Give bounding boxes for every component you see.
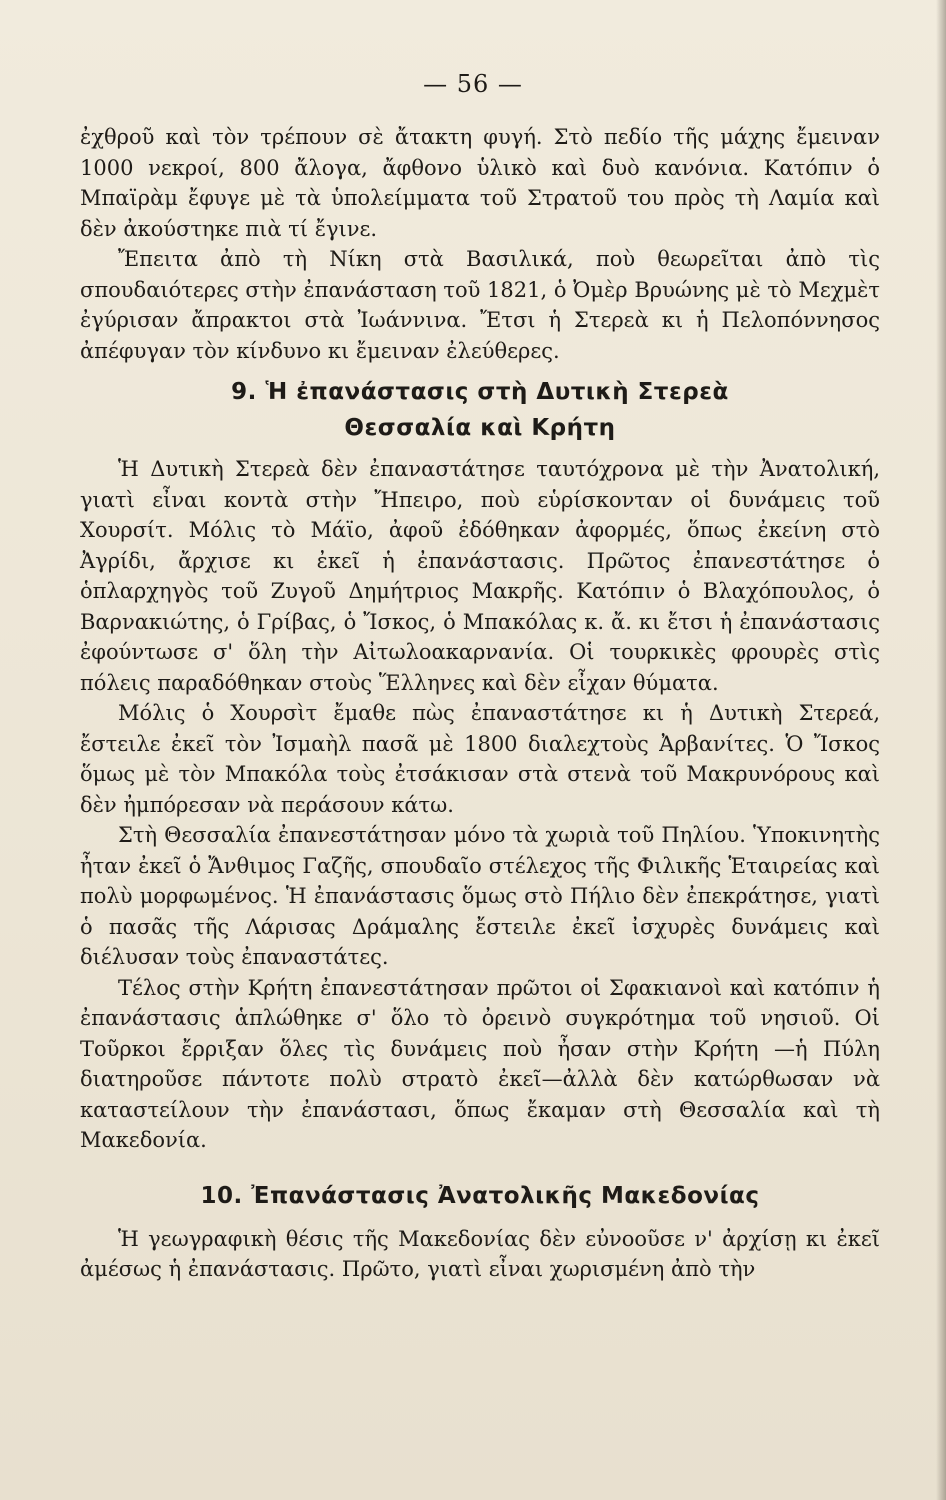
section-10-heading: 10. Ἐπανάστασις Ἀνατολικῆς Μακεδονίας bbox=[200, 1182, 760, 1209]
paragraph-crete: Τέλος στὴν Κρήτη ἐπανεστάτησαν πρῶτοι οἱ Σφακιανοὶ καὶ κατόπιν ἡ ἐπανάστασις ἁπλώθηκε σ' ὅλο τὸ ὀρεινὸ συγκρότημα τοῦ νησιοῦ. Οἱ Τοῦρκοι ἔρριξαν ὅλες τὶς δυνάμεις ποὺ ἦσαν στὴν Κρήτη —ἡ Πύλη διατηροῦσε πάντοτε πολὺ στρατὸ ἐκεῖ—ἀλλὰ δὲν κατώρθωσαν νὰ καταστείλουν τὴν ἐπανάστασι, ὅπως ἔκαμαν στὴ Θεσσαλία καὶ τὴ Μακεδονία. bbox=[80, 975, 880, 1152]
section-9-heading-line-1: 9. Ἡ ἐπανάστασις στὴ Δυτικὴ Στερεὰ bbox=[231, 379, 729, 405]
page-content bbox=[80, 122, 880, 1285]
page-edge-shadow bbox=[936, 0, 946, 1500]
paragraph-hursit: Μόλις ὁ Χουρσὶτ ἔμαθε πὼς ἐπαναστάτησε κι ἡ Δυτικὴ Στερεά, ἔστειλε ἐκεῖ τὸν Ἰσμαὴλ πασᾶ μὲ 1800 διαλεχτοὺς Ἀρβανίτες. Ὁ Ἴσκος ὅμως μὲ τὸν Μπακόλα τοὺς ἐτσάκισαν στὰ στενὰ τοῦ Μακρυνόρους καὶ δὲν ἠμπόρεσαν νὰ περάσουν κάτω. bbox=[80, 701, 880, 817]
paragraph-thessaly: Στὴ Θεσσαλία ἐπανεστάτησαν μόνο τὰ χωριὰ τοῦ Πηλίου. Ὑποκινητὴς ἦταν ἐκεῖ ὁ Ἄνθιμος Γαζῆς, σπουδαῖο στέλεχος τῆς Φιλικῆς Ἑταιρείας καὶ πολὺ μορφωμένος. Ἡ ἐπανάστασις ὅμως στὸ Πήλιο δὲν ἐπεκράτησε, γιατὶ ὁ πασᾶς τῆς Λάρισας Δράμαλης ἔστειλε ἐκεῖ ἰσχυρὲς δυνάμεις καὶ διέλυσαν τοὺς ἐπαναστάτες. bbox=[80, 823, 880, 969]
paragraph-macedonia: Ἡ γεωγραφικὴ θέσις τῆς Μακεδονίας δὲν εὐνοοῦσε ν' ἀρχίσῃ κι ἐκεῖ ἀμέσως ἡ ἐπανάστασις. Πρῶτο, γιατὶ εἶναι χωρισμένη ἀπὸ τὴν bbox=[80, 1226, 880, 1281]
page-number: — 56 — bbox=[423, 70, 523, 98]
section-9-heading-line-2: Θεσσαλία καὶ Κρήτη bbox=[344, 415, 616, 441]
paragraph-continuation: ἐχθροῦ καὶ τὸν τρέπουν σὲ ἄτακτη φυγή. Στὸ πεδίο τῆς μάχης ἔμειναν 1000 νεκροί, 800 ἄλογα, ἄφθονο ὑλικὸ καὶ δυὸ κανόνια. Κατόπιν ὁ Μπαϊρὰμ ἔφυγε μὲ τὰ ὑπολείμματα τοῦ Στρατοῦ του πρὸς τὴ Λαμία καὶ δὲν ἀκούστηκε πιὰ τί ἔγινε. bbox=[80, 125, 880, 241]
paragraph-western-sterea: Ἡ Δυτικὴ Στερεὰ δὲν ἐπαναστάτησε ταυτόχρονα μὲ τὴν Ἀνατολική, γιατὶ εἶναι κοντὰ στὴν Ἤπειρο, ποὺ εὑρίσκονταν οἱ δυνάμεις τοῦ Χουρσίτ. Μόλις τὸ Μάϊο, ἀφοῦ ἐδόθηκαν ἀφορμές, ὅπως ἐκείνη στὸ Ἀγρίδι, ἄρχισε κι ἐκεῖ ἡ ἐπανάστασις. Πρῶτος ἐπανεστάτησε ὁ ὁπλαρχηγὸς τοῦ Ζυγοῦ Δημήτριος Μακρῆς. Κατόπιν ὁ Βλαχόπουλος, ὁ Βαρνακιώτης, ὁ Γρίβας, ὁ Ἴσκος, ὁ Μπακόλας κ. ἄ. κι ἔτσι ἡ ἐπανάστασις ἐφούντωσε σ' ὅλη τὴν Αἰτωλοακαρνανία. Οἱ τουρκικὲς φρουρὲς στὶς πόλεις παραδόθηκαν στοὺς Ἕλληνες καὶ δὲν εἶχαν θύματα. bbox=[80, 457, 880, 695]
paragraph-vasilika-victory: Ἔπειτα ἀπὸ τὴ Νίκη στὰ Βασιλικά, ποὺ θεωρεῖται ἀπὸ τὶς σπουδαιότερες στὴν ἐπανάσταση τοῦ 1821, ὁ Ὀμὲρ Βρυώνης μὲ τὸ Μεχμὲτ ἐγύρισαν ἄπρακτοι στὰ Ἰωάννινα. Ἔτσι ἡ Στερεὰ κι ἡ Πελοπόννησος ἀπέφυγαν τὸν κίνδυνο κι ἔμειναν ἐλεύθερες. bbox=[80, 247, 880, 363]
section-9-heading bbox=[80, 374, 880, 446]
